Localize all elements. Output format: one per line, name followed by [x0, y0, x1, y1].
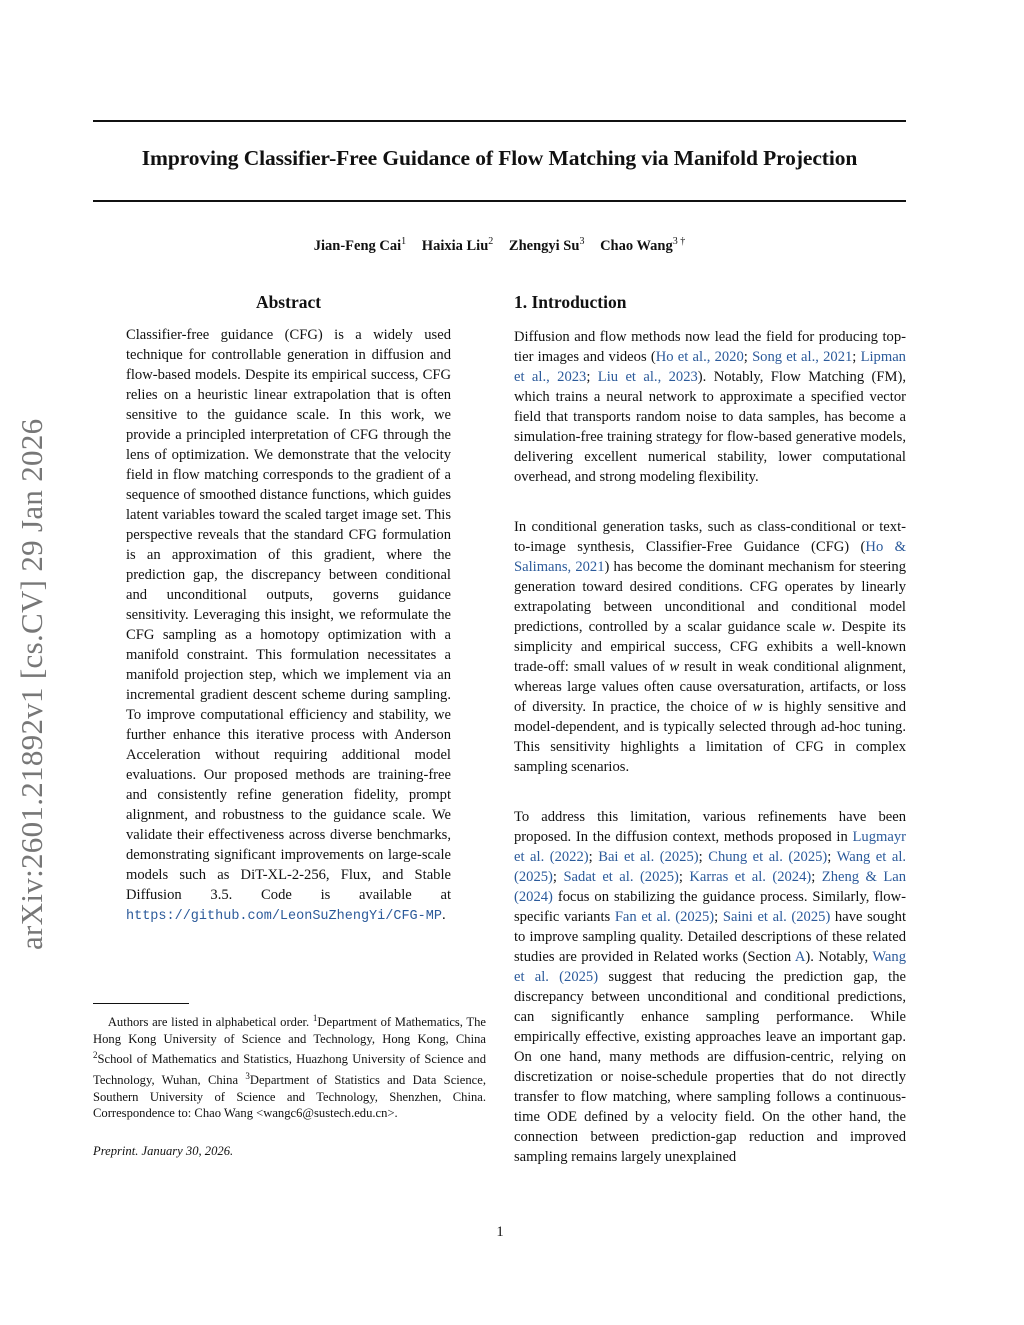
paragraph-text: . Despite its simplicity and empirical success, CFG exhibits a well-known trade-off: small values of — [514, 619, 906, 675]
author-name: Haixia Liu — [421, 237, 489, 254]
footnote-text: Authors are listed in alphabetical order. — [107, 1015, 310, 1030]
paragraph-text: ) has become the dominant mechanism for steering generation toward desired conditions. CFG operates by linearly extrapolating between unconditional and conditional model predictions, controlled by a scalar guidance scale — [514, 559, 906, 635]
paragraph-text: ; — [811, 869, 822, 885]
introduction-heading: 1. Introduction — [514, 292, 627, 312]
citation-link[interactable]: Wang et al. (2025) — [514, 949, 906, 985]
abstract-heading: Abstract — [255, 292, 322, 312]
citation-link[interactable]: Lipman et al., 2023 — [514, 349, 906, 385]
paragraph-text: To address this limitation, various refinements have been proposed. In the diffusion context, methods proposed in — [514, 809, 906, 845]
paragraph-text: Diffusion and flow methods now lead the field for producing top-tier images and videos ( — [514, 329, 906, 365]
author-name: Zhengyi Su — [508, 237, 580, 254]
paragraph-text: is highly sensitive and model-dependent, and is typically selected through ad-hoc tuning. This sensitivity highlights a limitation of CFG in complex sampling scenarios. — [514, 699, 906, 775]
citation-link[interactable]: Ho et al., 2020 — [655, 349, 744, 365]
paper-title: Improving Classifier-Free Guidance of Flow Matching via Manifold Projection — [141, 146, 858, 170]
citation-link[interactable]: A — [794, 949, 806, 965]
affiliations-footnote — [93, 1010, 486, 1122]
citation-link[interactable]: Saini et al. (2025) — [722, 909, 831, 925]
paragraph-text: ). Notably, Flow Matching (FM), which trains a neural network to approximate a specified vector field that transports random noise to data samples, has become a simulation-free training strategy for flow-based generative models, delivering excellent numerical stability, lower computational overhead, and strong modeling flexibility. — [514, 369, 906, 485]
citation-link[interactable]: Fan et al. (2025) — [614, 909, 715, 925]
citation-link[interactable]: Liu et al., 2023 — [597, 369, 698, 385]
intro-paragraph-2 — [514, 517, 906, 777]
citation-link[interactable]: Sadat et al. (2025) — [563, 869, 679, 885]
citation-link[interactable]: Song et al., 2021 — [752, 349, 853, 365]
author-list — [93, 236, 906, 255]
paragraph-text: ; — [552, 869, 564, 885]
author-affiliation: 2 — [488, 236, 494, 247]
author — [600, 238, 685, 254]
footnote-text: Department of Mathematics, The Hong Kong University of Science and Technology, Hong Kong, China — [93, 1015, 487, 1046]
citation-link[interactable]: Ho & Salimans, 2021 — [514, 539, 907, 575]
citation-link[interactable]: Lugmayr et al. (2022) — [514, 829, 906, 865]
preprint-notice: Preprint. January 30, 2026. — [93, 1144, 234, 1158]
footnote-rule — [93, 1003, 189, 1004]
math-symbol: w — [669, 659, 680, 675]
arxiv-identifier: arXiv:2601.21892v1 [cs.CV] 29 Jan 2026 — [14, 418, 49, 950]
paragraph-text: ; — [827, 849, 837, 865]
paragraph-text: suggest that reducing the prediction gap, the discrepancy between unconditional and conditional predictions, can significantly enhance sampling performance. While empirically effective, existing approaches leave an important gap. On one hand, many methods are diffusion-centric, relying on discretization or noise-schedule properties that do not directly transfer to flow matching, where sampling follows a continuous-time ODE defined by a velocity field. On the other hand, the connection between prediction-gap reduction and improved sampling remains largely unexplained — [514, 969, 906, 1165]
paragraph-text: ). Notably, — [805, 949, 873, 965]
intro-paragraph-1 — [514, 327, 906, 487]
author — [509, 238, 585, 254]
footnote-text: School of Mathematics and Statistics, Huazhong University of Science and Technology, Wuhan, China — [93, 1052, 486, 1088]
author-affiliation: 3 † — [672, 236, 686, 247]
paragraph-text: ; — [852, 349, 861, 365]
paragraph-text: ; — [586, 369, 598, 385]
citation-link[interactable]: Bai et al. (2025) — [598, 849, 699, 865]
title-rule-bottom — [93, 200, 906, 202]
abstract-end: . — [441, 907, 446, 923]
author-affiliation: 3 — [579, 236, 585, 247]
author — [422, 238, 493, 254]
citation-link[interactable]: Zheng & Lan (2024) — [514, 869, 907, 905]
footnote-text: Department of Statistics and Data Science, Southern University of Science and Technology, Shenzhen, China. Correspondence to: Chao Wang <wangc6@sustech.edu.cn>. — [93, 1073, 486, 1121]
paragraph-text: ; — [714, 909, 723, 925]
paragraph-text: ; — [678, 869, 690, 885]
abstract-text: Classifier-free guidance (CFG) is a widely used technique for controllable generation in diffusion and flow-based models. Despite its empirical success, CFG relies on a heuristic linear extrapolation that is often sensitive to the guidance scale. In this work, we provide a principled interpretation of CFG through the lens of optimization. We demonstrate that the velocity field in flow matching corresponds to the gradient of a sequence of smoothed distance functions, which guides latent variables toward the scaled target image set. This perspective reveals that the standard CFG formulation is an approximation of this gradient, where the prediction gap, the discrepancy between conditional and unconditional outputs, governs guidance sensitivity. Leveraging this insight, we reformulate the CFG sampling as a homotopy optimization with a manifold constraint. This formulation necessitates a manifold projection step, which we implement via an incremental gradient descent scheme during sampling. To improve computational efficiency and stability, we further enhance this iterative process with Anderson Acceleration without requiring additional model evaluations. Our proposed methods are training-free and consistently refine generation fidelity, prompt alignment, and robustness to the guidance scale. We validate their effectiveness across diverse benchmarks, demonstrating significant improvements on large-scale models such as DiT-XL-2-256, Flux, and Stable Diffusion 3.5. Code is available at — [126, 327, 451, 903]
author-name: Chao Wang — [600, 237, 673, 254]
math-symbol: w — [752, 699, 763, 715]
paragraph-text: have sought to improve sampling quality. Detailed descriptions of these related studies are provided in Related works (Section — [514, 909, 907, 965]
footnote-marker: 3 — [245, 1070, 250, 1081]
citation-link[interactable]: Karras et al. (2024) — [689, 869, 812, 885]
citation-link[interactable]: Chung et al. (2025) — [708, 849, 828, 865]
abstract-body — [126, 325, 451, 927]
math-symbol: w — [821, 619, 832, 635]
title-rule-top — [93, 120, 906, 122]
citation-link[interactable]: Wang et al. (2025) — [514, 849, 907, 885]
paragraph-text: ; — [698, 849, 709, 865]
author-name: Jian-Feng Cai — [313, 237, 402, 254]
paragraph-text: In conditional generation tasks, such as class-conditional or text-to-image synthesis, Classifier-Free Guidance (CFG) ( — [514, 519, 906, 555]
author-affiliation: 1 — [401, 236, 407, 247]
paragraph-text: ; — [743, 349, 753, 365]
paragraph-text: result in weak conditional alignment, whereas large values often cause oversaturation, artifacts, or loss of diversity. In practice, the choice of — [514, 659, 906, 715]
paragraph-text: focus on stabilizing the guidance process. Similarly, flow-specific variants — [514, 889, 906, 925]
author — [314, 238, 406, 254]
paragraph-text: ; — [588, 849, 599, 865]
code-link[interactable]: https://github.com/LeonSuZhengYi/CFG-MP — [126, 909, 442, 924]
intro-paragraph-3 — [514, 807, 906, 1167]
footnote-marker: 2 — [93, 1050, 98, 1061]
page-number: 1 — [496, 1224, 504, 1240]
footnote-marker: 1 — [312, 1013, 318, 1023]
